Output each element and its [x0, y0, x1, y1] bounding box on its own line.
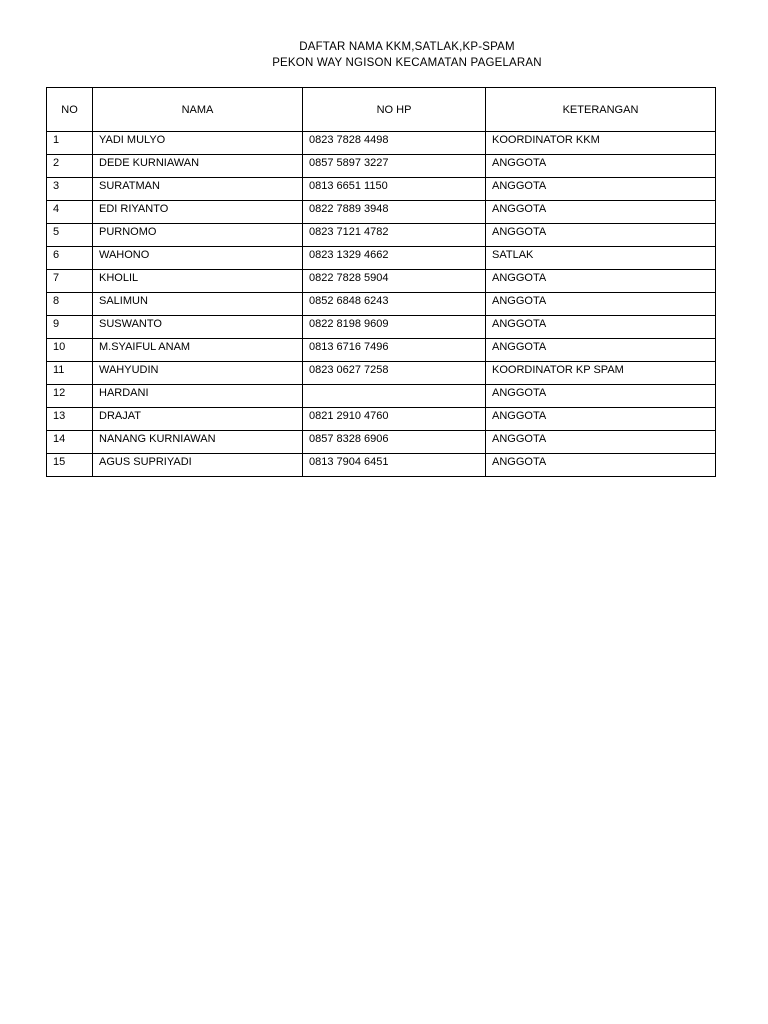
cell-keterangan: ANGGOTA [486, 454, 716, 477]
cell-no-hp: 0822 7889 3948 [303, 201, 486, 224]
cell-no: 8 [47, 293, 93, 316]
table-row [47, 454, 716, 477]
table-row [47, 293, 716, 316]
table-row [47, 132, 716, 155]
cell-no-hp: 0823 7121 4782 [303, 224, 486, 247]
cell-no-hp: 0813 6651 1150 [303, 178, 486, 201]
cell-no-hp: 0852 6848 6243 [303, 293, 486, 316]
cell-nama: HARDANI [93, 385, 303, 408]
cell-nama: DEDE KURNIAWAN [93, 155, 303, 178]
table-row [47, 408, 716, 431]
cell-no-hp [303, 385, 486, 408]
cell-nama: SUSWANTO [93, 316, 303, 339]
table-row [47, 270, 716, 293]
cell-nama: KHOLIL [93, 270, 303, 293]
cell-no-hp: 0823 1329 4662 [303, 247, 486, 270]
table-row [47, 362, 716, 385]
cell-keterangan: ANGGOTA [486, 339, 716, 362]
cell-keterangan: ANGGOTA [486, 431, 716, 454]
cell-no: 7 [47, 270, 93, 293]
cell-no-hp: 0822 8198 9609 [303, 316, 486, 339]
header-keterangan: KETERANGAN [486, 88, 716, 132]
cell-no: 15 [47, 454, 93, 477]
cell-keterangan: ANGGOTA [486, 316, 716, 339]
cell-no: 10 [47, 339, 93, 362]
table-row [47, 201, 716, 224]
cell-nama: SURATMAN [93, 178, 303, 201]
cell-no: 11 [47, 362, 93, 385]
cell-no-hp: 0823 0627 7258 [303, 362, 486, 385]
header-no-hp: NO HP [303, 88, 486, 132]
cell-no: 13 [47, 408, 93, 431]
table-row [47, 247, 716, 270]
cell-keterangan: ANGGOTA [486, 270, 716, 293]
cell-no: 5 [47, 224, 93, 247]
cell-nama: EDI RIYANTO [93, 201, 303, 224]
cell-nama: DRAJAT [93, 408, 303, 431]
table-header-row [47, 88, 716, 132]
cell-no: 2 [47, 155, 93, 178]
table-row [47, 178, 716, 201]
cell-no: 12 [47, 385, 93, 408]
cell-nama: WAHYUDIN [93, 362, 303, 385]
cell-keterangan: ANGGOTA [486, 224, 716, 247]
cell-nama: M.SYAIFUL ANAM [93, 339, 303, 362]
cell-nama: PURNOMO [93, 224, 303, 247]
table-row [47, 431, 716, 454]
table-row [47, 316, 716, 339]
cell-keterangan: ANGGOTA [486, 178, 716, 201]
cell-no-hp: 0813 6716 7496 [303, 339, 486, 362]
table-row [47, 224, 716, 247]
cell-no-hp: 0821 2910 4760 [303, 408, 486, 431]
cell-no: 6 [47, 247, 93, 270]
cell-no: 3 [47, 178, 93, 201]
cell-no-hp: 0813 7904 6451 [303, 454, 486, 477]
table-body [47, 132, 716, 477]
cell-keterangan: ANGGOTA [486, 293, 716, 316]
cell-no: 9 [47, 316, 93, 339]
cell-nama: WAHONO [93, 247, 303, 270]
document-header [0, 39, 768, 71]
document-title: DAFTAR NAMA KKM,SATLAK,KP-SPAM [299, 41, 515, 53]
member-table [46, 87, 716, 477]
header-no: NO [47, 88, 93, 132]
cell-no: 4 [47, 201, 93, 224]
cell-no-hp: 0822 7828 5904 [303, 270, 486, 293]
cell-keterangan: SATLAK [486, 247, 716, 270]
cell-nama: YADI MULYO [93, 132, 303, 155]
cell-keterangan: ANGGOTA [486, 155, 716, 178]
cell-nama: SALIMUN [93, 293, 303, 316]
table-row [47, 385, 716, 408]
cell-keterangan: ANGGOTA [486, 408, 716, 431]
header-nama: NAMA [93, 88, 303, 132]
table-row [47, 155, 716, 178]
cell-no-hp: 0823 7828 4498 [303, 132, 486, 155]
cell-nama: AGUS SUPRIYADI [93, 454, 303, 477]
cell-keterangan: KOORDINATOR KP SPAM [486, 362, 716, 385]
cell-no: 1 [47, 132, 93, 155]
cell-no-hp: 0857 8328 6906 [303, 431, 486, 454]
cell-keterangan: KOORDINATOR KKM [486, 132, 716, 155]
cell-nama: NANANG KURNIAWAN [93, 431, 303, 454]
cell-keterangan: ANGGOTA [486, 385, 716, 408]
cell-no-hp: 0857 5897 3227 [303, 155, 486, 178]
table-row [47, 339, 716, 362]
document-subtitle: PEKON WAY NGISON KECAMATAN PAGELARAN [272, 57, 542, 69]
cell-no: 14 [47, 431, 93, 454]
cell-keterangan: ANGGOTA [486, 201, 716, 224]
